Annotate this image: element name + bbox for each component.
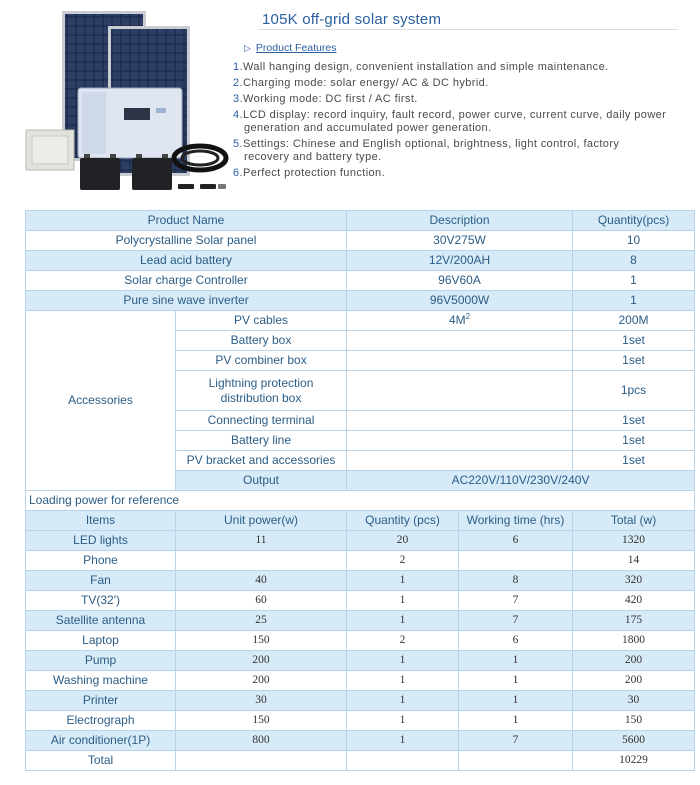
load-total: 1320: [573, 531, 695, 551]
feature-item: [233, 138, 695, 164]
product-features-link[interactable]: [244, 42, 336, 54]
feature-number: 2.: [233, 77, 243, 89]
load-working-time: 7: [459, 591, 573, 611]
spec-quantity: 1: [573, 271, 695, 291]
total-empty: [459, 751, 573, 771]
accessory-description-value: 4M: [448, 313, 466, 327]
loading-title: Loading power for reference: [26, 491, 695, 511]
load-quantity: 1: [347, 731, 459, 751]
feature-text: Perfect protection function.: [242, 167, 386, 179]
accessories-label: Accessories: [26, 311, 176, 491]
load-unit-power: 11: [176, 531, 347, 551]
total-empty: [176, 751, 347, 771]
accessory-name: PV bracket and accessories: [176, 451, 347, 471]
accessory-description: [347, 411, 573, 431]
load-row: [26, 711, 695, 731]
spec-table: [25, 210, 695, 771]
total-empty: [347, 751, 459, 771]
feature-text: Wall hanging design, convenient installation and simple maintenance.: [242, 61, 609, 73]
load-unit-power: 150: [176, 711, 347, 731]
load-quantity: 2: [347, 551, 459, 571]
load-total: 150: [573, 711, 695, 731]
accessory-quantity: 1set: [573, 331, 695, 351]
total-label: Total: [26, 751, 176, 771]
load-item: Air conditioner(1P): [26, 731, 176, 751]
load-working-time: 7: [459, 731, 573, 751]
feature-text: Working mode: DC first / AC first.: [242, 93, 418, 105]
accessory-quantity: 1set: [573, 351, 695, 371]
load-row: [26, 731, 695, 751]
load-unit-power: 800: [176, 731, 347, 751]
feature-item: [233, 93, 695, 106]
load-item: TV(32'): [26, 591, 176, 611]
product-title: 105K off-grid solar system: [262, 11, 442, 28]
spec-description: 30V275W: [347, 231, 573, 251]
header-total: Total (w): [573, 511, 695, 531]
header-divider: [258, 29, 678, 30]
feature-number: 4.: [233, 109, 243, 121]
load-unit-power: 150: [176, 631, 347, 651]
accessory-description: [347, 331, 573, 351]
header-quantity-pcs: Quantity (pcs): [347, 511, 459, 531]
inverter-unit: [78, 88, 182, 158]
load-unit-power: 200: [176, 651, 347, 671]
load-quantity: 2: [347, 631, 459, 651]
load-working-time: 8: [459, 571, 573, 591]
spec-quantity: 8: [573, 251, 695, 271]
accessory-description: [347, 431, 573, 451]
accessory-name: Battery line: [176, 431, 347, 451]
header-description: Description: [347, 211, 573, 231]
load-row: [26, 551, 695, 571]
feature-text: Charging mode: solar energy/ AC & DC hybrid.: [242, 77, 489, 89]
spec-name: Pure sine wave inverter: [26, 291, 347, 311]
load-total: 420: [573, 591, 695, 611]
header-unit-power: Unit power(w): [176, 511, 347, 531]
feature-text-continued: recovery and battery type.: [244, 151, 382, 163]
load-unit-power: 200: [176, 671, 347, 691]
feature-number: 3.: [233, 93, 243, 105]
spec-name: Lead acid battery: [26, 251, 347, 271]
feature-number: 5.: [233, 138, 243, 150]
load-unit-power: 30: [176, 691, 347, 711]
loading-title-row: [26, 491, 695, 511]
accessory-description: [347, 311, 573, 331]
load-quantity: 1: [347, 611, 459, 631]
feature-item: [233, 77, 695, 90]
load-item: Phone: [26, 551, 176, 571]
product-photo: [22, 8, 234, 200]
load-item: Fan: [26, 571, 176, 591]
load-quantity: 1: [347, 591, 459, 611]
load-item: LED lights: [26, 531, 176, 551]
load-working-time: 7: [459, 611, 573, 631]
load-working-time: [459, 551, 573, 571]
features-list: [233, 61, 695, 183]
loading-header-row: [26, 511, 695, 531]
load-item: Satellite antenna: [26, 611, 176, 631]
accessory-description-sup: 2: [465, 312, 471, 321]
spec-name: Solar charge Controller: [26, 271, 347, 291]
output-label: Output: [176, 471, 347, 491]
accessory-quantity: 1set: [573, 451, 695, 471]
load-item: Printer: [26, 691, 176, 711]
load-total: 320: [573, 571, 695, 591]
triangle-right-icon: ▷: [244, 43, 251, 53]
spec-row: [26, 271, 695, 291]
load-row: [26, 691, 695, 711]
spec-description: 96V60A: [347, 271, 573, 291]
total-value: 10229: [573, 751, 695, 771]
feature-item: [233, 61, 695, 74]
load-quantity: 1: [347, 651, 459, 671]
load-working-time: 6: [459, 631, 573, 651]
accessory-name: PV combiner box: [176, 351, 347, 371]
output-value: AC220V/110V/230V/240V: [347, 471, 695, 491]
spec-description: 96V5000W: [347, 291, 573, 311]
load-working-time: 1: [459, 671, 573, 691]
load-working-time: 6: [459, 531, 573, 551]
feature-text-continued: generation and accumulated power generation.: [244, 122, 492, 134]
header-items: Items: [26, 511, 176, 531]
header-product-name: Product Name: [26, 211, 347, 231]
load-row: [26, 611, 695, 631]
load-unit-power: [176, 551, 347, 571]
spec-row: [26, 231, 695, 251]
load-unit-power: 40: [176, 571, 347, 591]
total-row: [26, 751, 695, 771]
feature-number: 6.: [233, 167, 243, 179]
product-features-label: Product Features: [255, 42, 337, 54]
load-working-time: 1: [459, 691, 573, 711]
load-working-time: 1: [459, 651, 573, 671]
load-total: 175: [573, 611, 695, 631]
feature-item: [233, 109, 695, 135]
accessory-description: [347, 451, 573, 471]
load-total: 14: [573, 551, 695, 571]
feature-text: Settings: Chinese and English optional, brightness, light control, factory: [242, 138, 620, 150]
feature-item: [233, 167, 695, 180]
accessory-quantity: 1set: [573, 431, 695, 451]
load-quantity: 20: [347, 531, 459, 551]
load-quantity: 1: [347, 691, 459, 711]
load-row: [26, 651, 695, 671]
accessory-quantity: 200M: [573, 311, 695, 331]
load-quantity: 1: [347, 711, 459, 731]
accessory-description: [347, 371, 573, 411]
load-row: [26, 631, 695, 651]
load-item: Pump: [26, 651, 176, 671]
accessory-quantity: 1set: [573, 411, 695, 431]
header-working-time: Working time (hrs): [459, 511, 573, 531]
spec-row: [26, 251, 695, 271]
load-unit-power: 25: [176, 611, 347, 631]
load-item: Electrograph: [26, 711, 176, 731]
load-row: [26, 571, 695, 591]
accessory-row: [26, 311, 695, 331]
load-total: 200: [573, 651, 695, 671]
load-row: [26, 591, 695, 611]
accessory-name: Battery box: [176, 331, 347, 351]
feature-number: 1.: [233, 61, 243, 73]
spec-name: Polycrystalline Solar panel: [26, 231, 347, 251]
spec-quantity: 1: [573, 291, 695, 311]
load-row: [26, 671, 695, 691]
feature-text: LCD display: record inquiry, fault record, power curve, current curve, daily power: [242, 109, 667, 121]
load-row: [26, 531, 695, 551]
accessory-name: Connecting terminal: [176, 411, 347, 431]
load-total: 30: [573, 691, 695, 711]
load-unit-power: 60: [176, 591, 347, 611]
spec-quantity: 10: [573, 231, 695, 251]
connectors: [178, 184, 226, 189]
spec-description: 12V/200AH: [347, 251, 573, 271]
load-quantity: 1: [347, 671, 459, 691]
load-item: Laptop: [26, 631, 176, 651]
accessory-name: PV cables: [176, 311, 347, 331]
load-working-time: 1: [459, 711, 573, 731]
spec-row: [26, 291, 695, 311]
load-total: 5600: [573, 731, 695, 751]
load-total: 200: [573, 671, 695, 691]
spec-header-row: [26, 211, 695, 231]
accessory-quantity: 1pcs: [573, 371, 695, 411]
load-total: 1800: [573, 631, 695, 651]
battery-box: [26, 130, 74, 170]
cable-coil: [174, 146, 226, 170]
header-quantity: Quantity(pcs): [573, 211, 695, 231]
accessory-description: [347, 351, 573, 371]
load-quantity: 1: [347, 571, 459, 591]
accessory-name: Lightning protection distribution box: [176, 371, 347, 411]
load-item: Washing machine: [26, 671, 176, 691]
